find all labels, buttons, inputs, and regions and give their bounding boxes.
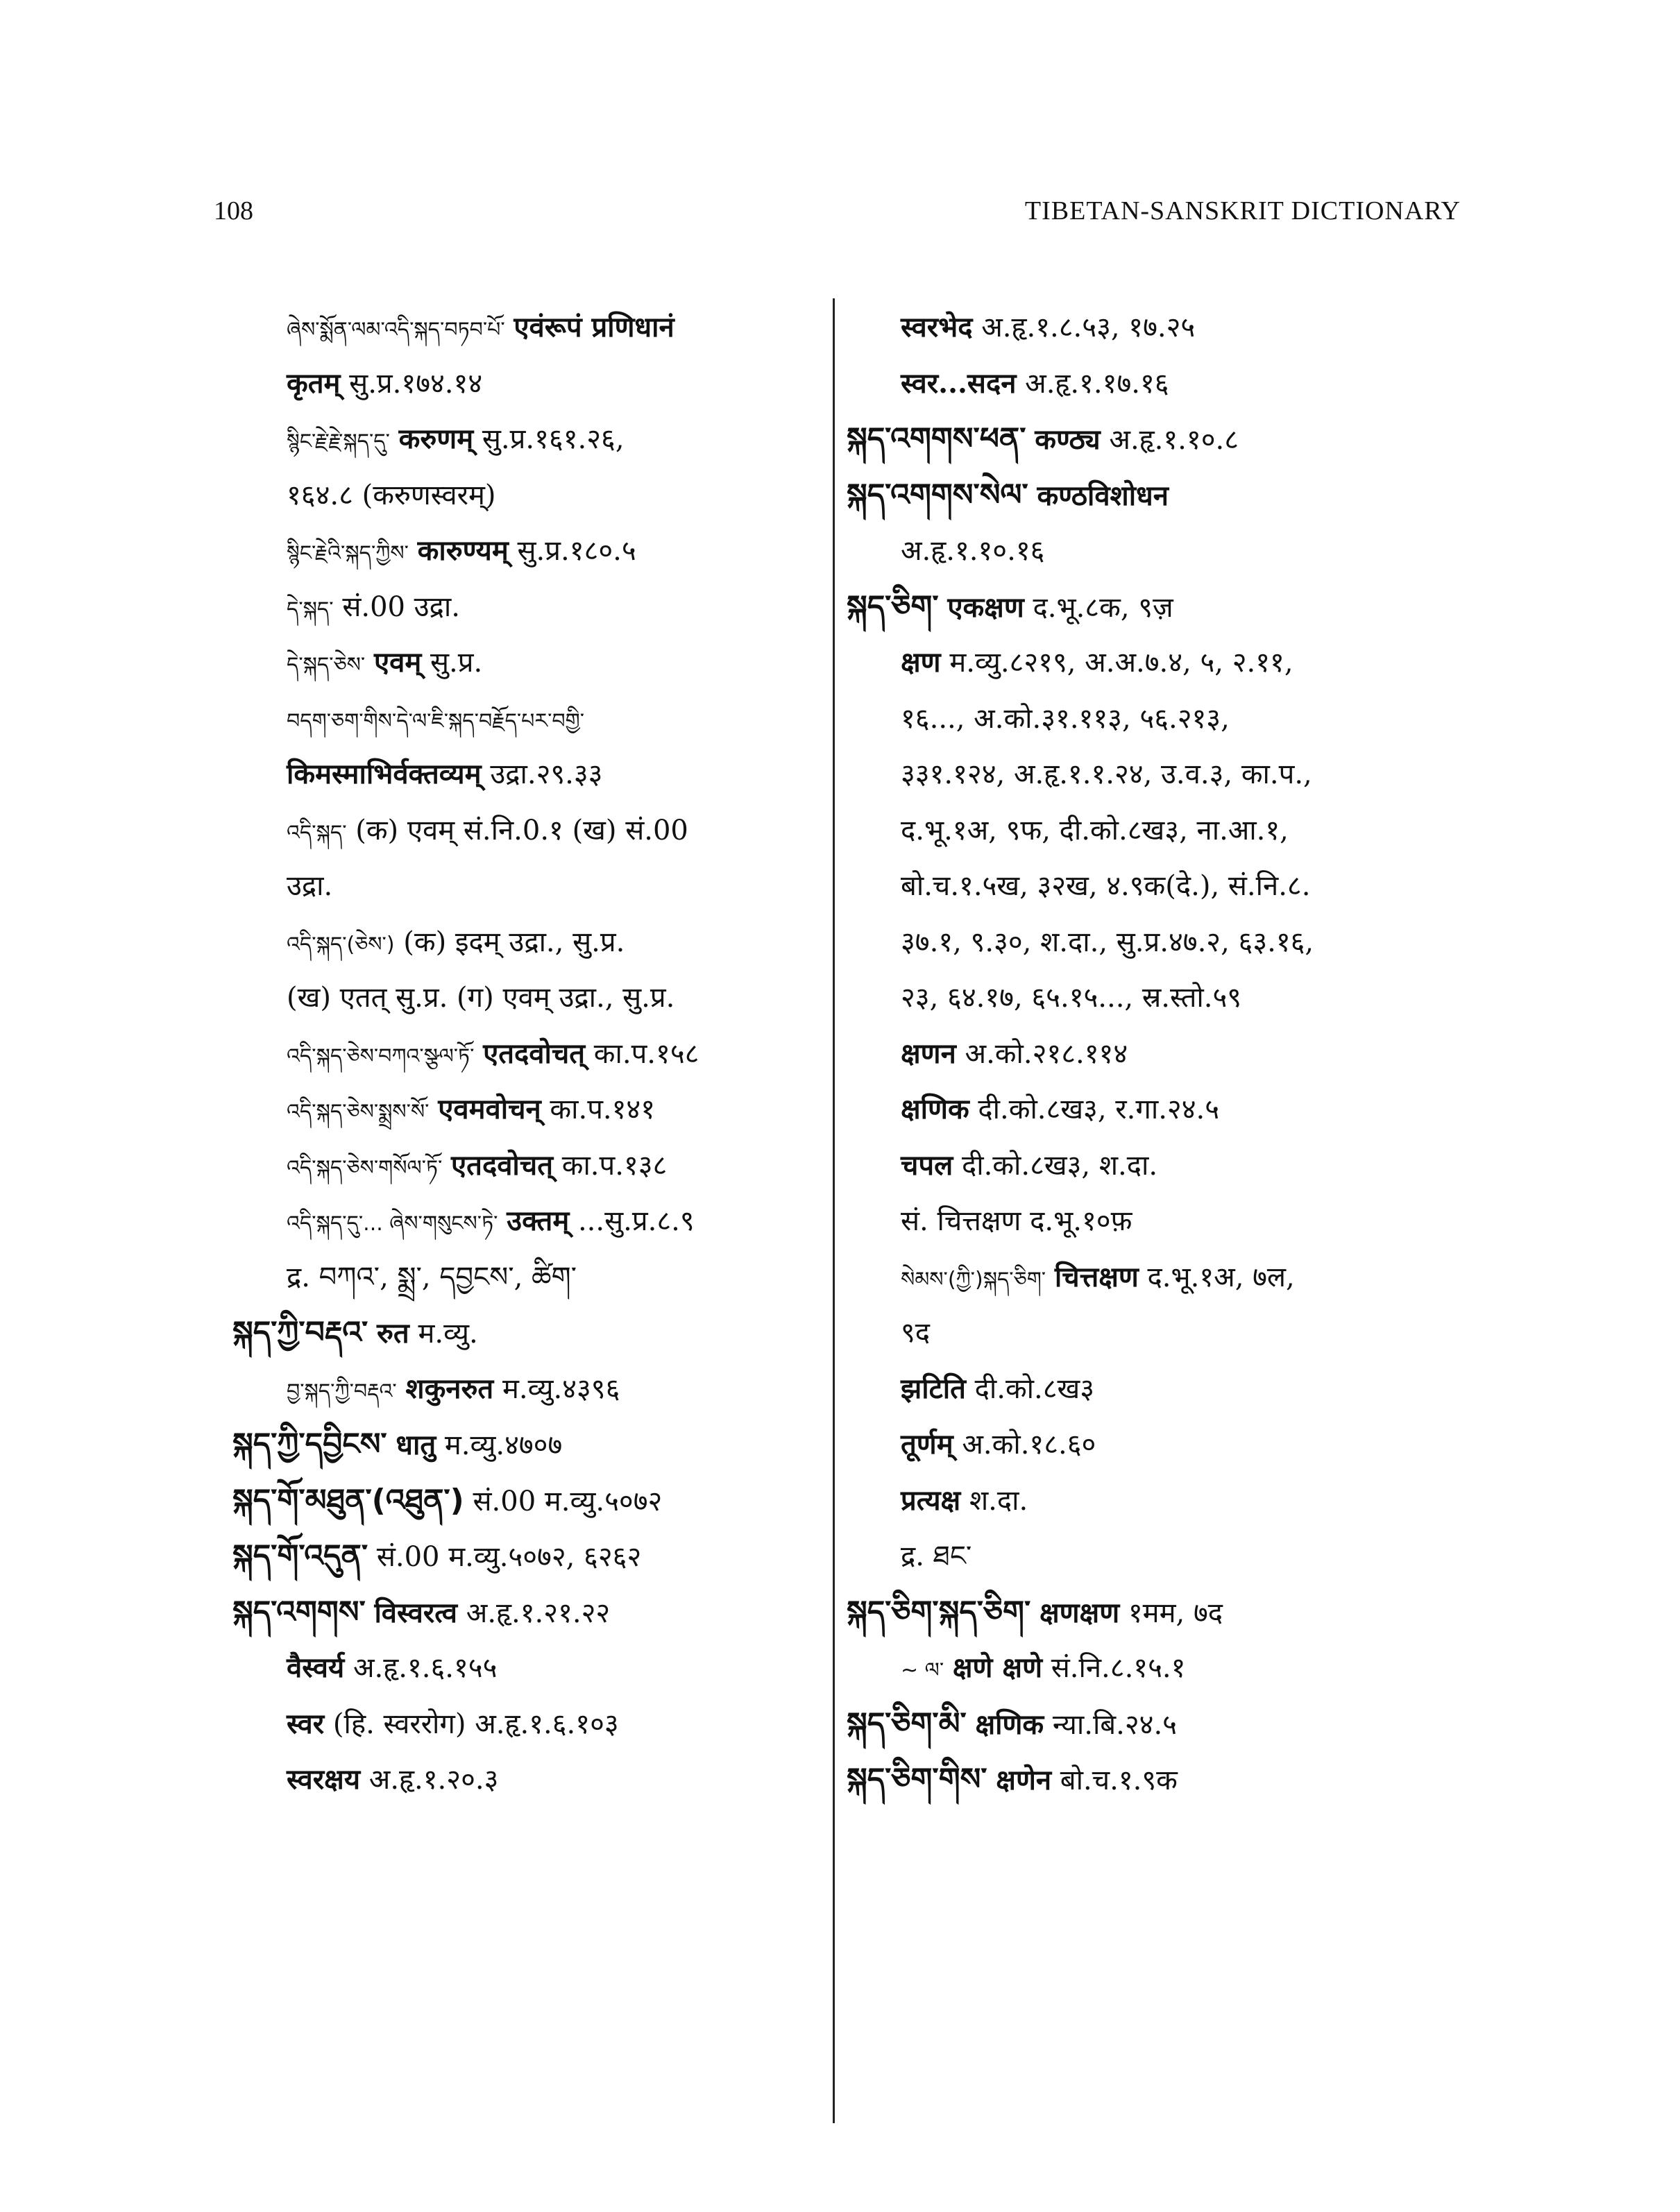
sanskrit-equivalent: कण्ठ्य xyxy=(1035,423,1101,456)
source-reference: ३३१.१२४, अ.हृ.१.१.२४, उ.व.३, का.प., xyxy=(901,758,1312,790)
sanskrit-equivalent: करुणम् xyxy=(398,423,474,455)
entry-line xyxy=(847,635,1513,691)
entry-line xyxy=(847,1193,1513,1250)
source-reference: अ.हृ.१.६.१५५ xyxy=(353,1652,498,1684)
sanskrit-equivalent: एकक्षण xyxy=(947,590,1024,624)
sanskrit-equivalent: एवम् xyxy=(373,646,422,679)
tibetan-term: འདི་སྐད་ཅེས་བཀའ་སྩལ་ཏོ་ xyxy=(287,1044,475,1069)
source-reference: अ.हृ.१.१०.८ xyxy=(1109,424,1239,456)
source-reference: सं.00 उद्रा. xyxy=(342,590,460,623)
source-reference: न्या.बि.२४.५ xyxy=(1052,1708,1177,1741)
left-column xyxy=(232,300,822,1808)
sanskrit-equivalent: एतदवोचत् xyxy=(451,1148,553,1182)
sanskrit-equivalent: चपल xyxy=(901,1148,953,1182)
entry-line xyxy=(232,1361,822,1418)
entry-line xyxy=(232,411,822,468)
entry-line xyxy=(847,356,1513,412)
sanskrit-equivalent: एवंरूपं प्रणिधानं xyxy=(514,311,674,343)
sanskrit-equivalent: कारुण्यम् xyxy=(417,534,509,567)
sanskrit-equivalent: क्षण xyxy=(901,646,941,679)
sanskrit-equivalent: वैस्वर्य xyxy=(287,1651,345,1684)
page-number: 108 xyxy=(214,196,253,226)
source-reference: बो.च.१.५ख, ३२ख, ४.९क(दे.), सं.नि.८. xyxy=(901,870,1311,902)
entry-line xyxy=(232,803,822,859)
source-reference: द.भू.१अ, ७ल, xyxy=(1147,1261,1295,1293)
headword-entry xyxy=(232,1529,822,1585)
source-reference: का.प.१४१ xyxy=(550,1094,656,1125)
source-reference: सु.प्र.१६१.२६, xyxy=(482,423,625,455)
sanskrit-equivalent: क्षणिक xyxy=(901,1093,969,1125)
entry-line xyxy=(847,747,1513,803)
headword-entry xyxy=(847,411,1513,468)
sanskrit-equivalent: कृतम् xyxy=(287,366,341,400)
headword-entry xyxy=(847,1696,1513,1753)
entry-line xyxy=(232,691,822,747)
sanskrit-equivalent: क्षणे क्षणे xyxy=(952,1651,1043,1684)
tibetan-term: འདི་སྐད་ xyxy=(287,820,347,845)
tibetan-term: སྙིང་རྗེའི་སྐད་ཀྱིས་ xyxy=(287,541,409,565)
entry-line xyxy=(847,970,1513,1026)
source-reference: म.व्यु.४७०७ xyxy=(444,1429,563,1461)
sanskrit-equivalent: झटिति xyxy=(901,1372,966,1405)
sanskrit-equivalent: तूर्णम् xyxy=(901,1428,953,1461)
tibetan-term: སྐད་གོ་མཐུན་(འཐུན་) xyxy=(232,1482,464,1518)
entry-line xyxy=(847,1026,1513,1082)
source-reference: बो.च.१.९क xyxy=(1060,1764,1178,1796)
source-reference: म.व्यु. xyxy=(418,1318,478,1350)
source-reference: म.व्यु.४३९६ xyxy=(502,1372,620,1405)
source-reference: द.भू.८क, ९ज़ xyxy=(1033,591,1173,624)
sanskrit-equivalent: स्वर xyxy=(287,1707,325,1740)
source-reference: दी.को.८ख३, श.दा. xyxy=(961,1149,1158,1182)
entry-line xyxy=(232,300,822,356)
tibetan-term: སྐད་འགགས་ཕན་ xyxy=(847,421,1026,457)
source-reference: अ.हृ.१.८.५३, १७.२५ xyxy=(981,312,1196,343)
headword-entry xyxy=(847,579,1513,636)
tibetan-term: བྱ་སྐད་ཀྱི་བརྡའ་ xyxy=(287,1379,397,1404)
tibetan-term: དེ་སྐད་ཅེས་ xyxy=(287,653,366,677)
entry-line xyxy=(232,1696,822,1753)
entry-line xyxy=(847,300,1513,356)
tibetan-term: སྐད་ཅིག་མི་ xyxy=(847,1705,967,1742)
tibetan-term: འདི་སྐད་(ཅེས་) xyxy=(287,932,395,957)
source-reference: द्र. ཐང་ xyxy=(901,1540,972,1572)
sanskrit-equivalent: धातु xyxy=(396,1429,436,1461)
source-reference: अ.हृ.१.१७.१६ xyxy=(1025,367,1169,400)
entry-line xyxy=(847,1305,1513,1361)
entry-line xyxy=(847,1082,1513,1138)
headword-entry xyxy=(232,1417,822,1473)
tibetan-term: ~ ལ་ xyxy=(901,1658,944,1683)
source-reference: सु.प्र.१७४.१४ xyxy=(349,367,483,400)
source-reference: सं.00 म.व्यु.५०७२, ६२६२ xyxy=(376,1541,642,1573)
tibetan-term: སྐད་འགགས་སེལ་ xyxy=(847,477,1028,513)
source-reference: १मम, ७द xyxy=(1128,1597,1223,1629)
tibetan-term: འདི་སྐད་དུ་... ཞེས་གསུངས་ཏེ་ xyxy=(287,1211,498,1236)
entry-line xyxy=(847,1138,1513,1194)
sanskrit-equivalent: विस्वरत्व xyxy=(374,1596,458,1629)
entry-line xyxy=(847,1361,1513,1418)
sanskrit-equivalent: कण्ठविशोधन xyxy=(1037,479,1169,512)
entry-line xyxy=(232,970,822,1026)
source-reference: अ.हृ.१.२१.२२ xyxy=(466,1597,611,1629)
source-reference: उद्रा. xyxy=(287,870,333,902)
entry-line xyxy=(232,1640,822,1696)
entry-line xyxy=(232,635,822,691)
entry-line xyxy=(232,1026,822,1082)
sanskrit-equivalent: शकुनरुत xyxy=(405,1372,494,1405)
source-reference: १६४.८ (करुणस्वरम्) xyxy=(287,479,496,511)
source-reference: ३७.१, ९.३०, श.दा., सु.प्र.४७.२, ६३.१६, xyxy=(901,926,1314,958)
headword-entry xyxy=(232,1585,822,1641)
tibetan-term: སྐད་ཅིག་གིས་ xyxy=(847,1762,987,1797)
source-reference: म.व्यु.८२१९, अ.अ.७.४, ५, २.११, xyxy=(949,647,1293,679)
tibetan-term: དེ་སྐད་ xyxy=(287,597,334,622)
tibetan-term: ཞེས་སྨོན་ལམ་འདི་སྐད་བཏབ་པོ་ xyxy=(287,318,505,342)
source-reference: सं.नि.८.१५.१ xyxy=(1051,1652,1186,1684)
headword-entry xyxy=(847,1752,1513,1808)
entry-line xyxy=(847,1417,1513,1473)
source-reference: सु.प्र.१८०.५ xyxy=(517,535,636,567)
entry-line xyxy=(847,803,1513,859)
sanskrit-equivalent: एतदवोचत् xyxy=(483,1037,586,1070)
entry-line xyxy=(847,1250,1513,1306)
entry-line xyxy=(232,1082,822,1138)
headword-entry xyxy=(847,1585,1513,1641)
column-divider xyxy=(833,298,835,2123)
sanskrit-equivalent: क्षणक्षण xyxy=(1039,1596,1120,1629)
source-reference: अ.को.१८.६० xyxy=(962,1429,1096,1461)
source-reference: (क) एवम् सं.नि.0.१ (ख) सं.00 xyxy=(355,814,688,846)
right-column xyxy=(847,300,1513,1808)
entry-line xyxy=(847,1473,1513,1529)
sanskrit-equivalent: स्वरभेद xyxy=(901,311,973,343)
entry-line xyxy=(232,468,822,524)
entry-line xyxy=(232,1193,822,1250)
source-reference: का.प.१३८ xyxy=(561,1149,668,1182)
entry-line xyxy=(232,1250,822,1306)
tibetan-term: སྐད་གོ་འདུན་ xyxy=(232,1538,368,1574)
entry-line xyxy=(232,914,822,971)
source-reference: (हि. स्वररोग) अ.हृ.१.६.१०३ xyxy=(332,1708,619,1740)
tibetan-term: སྐད་ཀྱི་དབྱིངས་ xyxy=(232,1427,387,1462)
source-reference: १६..., अ.को.३१.११३, ५६.२१३, xyxy=(901,702,1230,735)
sanskrit-equivalent: क्षणिक xyxy=(975,1708,1044,1741)
entry-line xyxy=(232,1752,822,1808)
entry-line xyxy=(847,858,1513,914)
headword-entry xyxy=(232,1305,822,1361)
source-reference: सं. चित्तक्षण द.भू.१०फ़ xyxy=(901,1205,1132,1237)
source-reference: अ.हृ.१.१०.१६ xyxy=(901,535,1045,567)
source-reference: ९द xyxy=(901,1317,931,1349)
entry-line xyxy=(232,579,822,636)
sanskrit-equivalent: क्षणेन xyxy=(996,1764,1052,1796)
sanskrit-equivalent: स्वर...सदन xyxy=(901,366,1017,400)
source-reference: २३, ६४.१७, ६५.१५..., स्र.स्तो.५९ xyxy=(901,982,1242,1014)
sanskrit-equivalent: प्रत्यक्ष xyxy=(901,1483,961,1517)
source-reference: द्र. བཀའ་, སྨྲ་, དབྱངས་, ཚིག་ xyxy=(287,1261,577,1293)
tibetan-term: སྐད་ཅིག་སྐད་ཅིག་ xyxy=(847,1594,1031,1630)
entry-line xyxy=(847,691,1513,747)
entry-line xyxy=(232,523,822,579)
running-head: TIBETAN-SANSKRIT DICTIONARY xyxy=(1024,196,1461,226)
source-reference: सं.00 म.व्यु.५०७२ xyxy=(473,1485,663,1517)
source-reference: दी.को.८ख३, र.गा.२४.५ xyxy=(978,1094,1220,1125)
entry-line xyxy=(232,356,822,412)
sanskrit-equivalent: किमस्माभिर्वक्तव्यम् xyxy=(287,758,482,790)
source-reference: अ.को.२१८.११४ xyxy=(965,1037,1128,1070)
entry-line xyxy=(232,858,822,914)
sanskrit-equivalent: स्वरक्षय xyxy=(287,1763,361,1796)
source-reference: सु.प्र. xyxy=(430,647,483,679)
source-reference: (ख) एतत् सु.प्र. (ग) एवम् उद्रा., सु.प्र. xyxy=(287,982,675,1014)
sanskrit-equivalent: क्षणन xyxy=(901,1037,956,1070)
tibetan-term: བདག་ཅག་གིས་དེ་ལ་ཇི་སྐད་བརྗོད་པར་བགྱི་ xyxy=(287,708,585,733)
source-reference: श.दा. xyxy=(969,1484,1028,1517)
source-reference: का.प.१५८ xyxy=(593,1037,699,1070)
source-reference: द.भू.१अ, ९फ, दी.को.८ख३, ना.आ.१, xyxy=(901,814,1289,846)
source-reference: उद्रा.२९.३३ xyxy=(490,758,603,790)
sanskrit-equivalent: एवमवोचन् xyxy=(438,1093,541,1125)
tibetan-term: འདི་སྐད་ཅེས་གསོལ་ཏོ་ xyxy=(287,1155,443,1180)
source-reference: (क) इदम् उद्रा., सु.प्र. xyxy=(403,926,625,958)
entry-line xyxy=(847,914,1513,971)
entry-line xyxy=(232,747,822,803)
entry-line xyxy=(847,1640,1513,1696)
tibetan-term: སྐད་ཀྱི་བརྡའ་ xyxy=(232,1315,368,1350)
sanskrit-equivalent: उक्तम् xyxy=(507,1205,570,1237)
tibetan-term: སེམས་(ཀྱི་)སྐད་ཅིག་ xyxy=(901,1267,1046,1292)
entry-line xyxy=(232,1138,822,1194)
tibetan-term: སྐད་ཅིག་ xyxy=(847,588,939,624)
headword-entry xyxy=(847,468,1513,524)
tibetan-term: སྙིང་རྗེ་རྗེ་སྐད་དུ་ xyxy=(287,429,390,454)
headword-entry xyxy=(232,1473,822,1529)
sanskrit-equivalent: रुत xyxy=(377,1317,409,1350)
sanskrit-equivalent: चित्तक्षण xyxy=(1054,1260,1139,1293)
source-reference: दी.को.८ख३ xyxy=(974,1372,1095,1405)
entry-line xyxy=(847,523,1513,579)
source-reference: ...सु.प्र.८.९ xyxy=(577,1205,695,1237)
tibetan-term: འདི་སྐད་ཅེས་སྨྲས་སོ་ xyxy=(287,1100,430,1124)
tibetan-term: སྐད་འགགས་ xyxy=(232,1594,366,1630)
entry-line xyxy=(847,1529,1513,1585)
source-reference: अ.हृ.१.२०.३ xyxy=(368,1764,499,1796)
